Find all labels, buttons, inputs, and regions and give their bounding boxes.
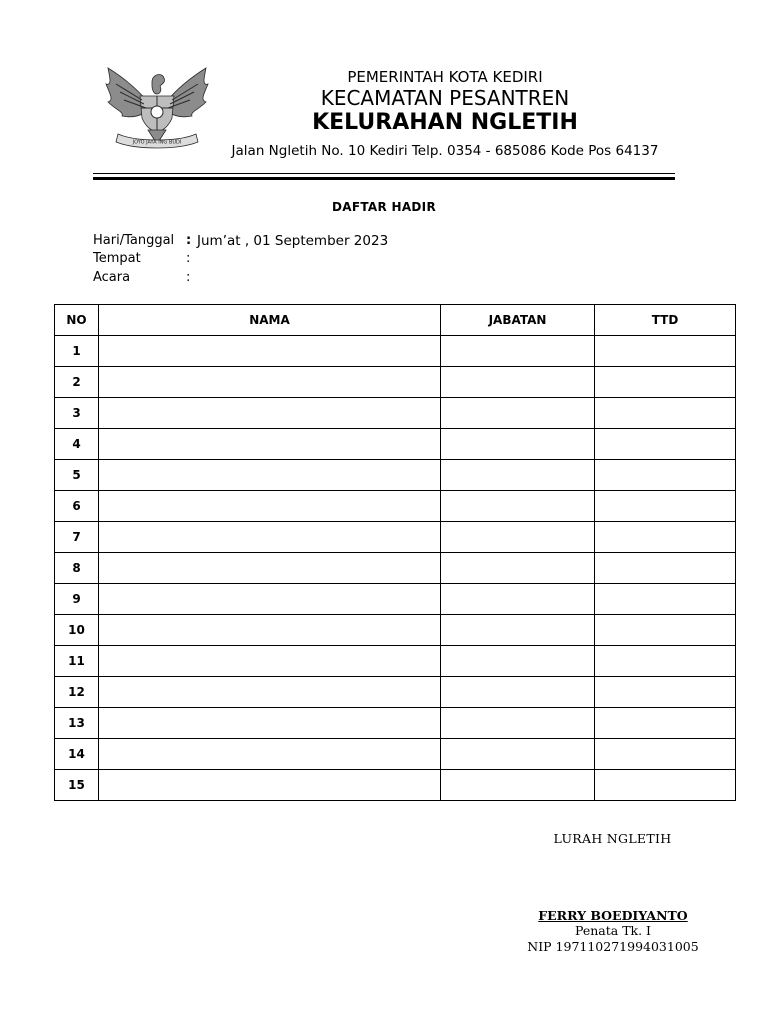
row-ttd-cell [595,770,736,801]
row-number-cell: 3 [55,398,99,429]
table-row [55,553,736,584]
header-village: KELURAHAN NGLETIH [312,110,578,135]
table-header-row [55,305,736,336]
row-jabatan-cell [441,367,595,398]
row-ttd-cell [595,677,736,708]
row-number-cell: 1 [55,336,99,367]
table-row [55,646,736,677]
signature-nip: NIP 197110271994031005 [527,939,699,954]
signature-rank: Penata Tk. I [575,923,651,938]
row-ttd-cell [595,522,736,553]
document-title: DAFTAR HADIR [331,200,436,214]
row-ttd-cell [595,553,736,584]
row-ttd-cell [595,398,736,429]
signature-name: FERRY BOEDIYANTO [538,908,688,923]
table-row [55,367,736,398]
row-nama-cell [99,615,441,646]
date-value: Jum’at , 01 September 2023 [197,233,389,249]
row-ttd-cell [595,491,736,522]
table-row [55,677,736,708]
row-number-cell: 7 [55,522,99,553]
table-row [55,615,736,646]
row-jabatan-cell [441,491,595,522]
row-jabatan-cell [441,770,595,801]
row-jabatan-cell [441,708,595,739]
row-nama-cell [99,367,441,398]
column-header-ttd: TTD [595,305,736,336]
row-nama-cell [99,646,441,677]
row-ttd-cell [595,429,736,460]
row-jabatan-cell [441,677,595,708]
table-row [55,398,736,429]
row-ttd-cell [595,708,736,739]
row-nama-cell [99,429,441,460]
column-header-nama: NAMA [99,305,441,336]
column-header-jabatan: JABATAN [441,305,595,336]
row-nama-cell [99,584,441,615]
row-jabatan-cell [441,522,595,553]
table-row [55,584,736,615]
row-nama-cell [99,491,441,522]
row-nama-cell [99,770,441,801]
row-number-cell: 2 [55,367,99,398]
header-government: PEMERINTAH KOTA KEDIRI [347,68,543,86]
row-number-cell: 5 [55,460,99,491]
row-ttd-cell [595,646,736,677]
row-ttd-cell [595,367,736,398]
attendance-table [54,304,736,801]
row-jabatan-cell [441,429,595,460]
table-row [55,708,736,739]
row-number-cell: 15 [55,770,99,801]
place-label: Tempat [93,251,141,266]
row-ttd-cell [595,615,736,646]
row-jabatan-cell [441,615,595,646]
row-nama-cell [99,677,441,708]
row-number-cell: 8 [55,553,99,584]
signature-title: LURAH NGLETIH [553,831,672,846]
table-row [55,491,736,522]
row-nama-cell [99,708,441,739]
header-address: Jalan Ngletih No. 10 Kediri Telp. 0354 - 685086 Kode Pos 64137 [231,143,659,159]
header-rule-thin [93,173,675,174]
row-ttd-cell [595,739,736,770]
row-nama-cell [99,398,441,429]
row-jabatan-cell [441,398,595,429]
row-nama-cell [99,336,441,367]
date-label: Hari/Tanggal [93,233,175,248]
row-number-cell: 6 [55,491,99,522]
row-jabatan-cell [441,460,595,491]
logo-motto: JOYO JAYA ING BUDI [132,139,182,146]
header-rule-thick [93,177,675,180]
row-number-cell: 4 [55,429,99,460]
event-colon: : [186,270,191,285]
table-row [55,460,736,491]
garuda-emblem-icon [102,60,212,152]
row-nama-cell [99,739,441,770]
row-nama-cell [99,460,441,491]
row-nama-cell [99,522,441,553]
row-nama-cell [99,553,441,584]
row-number-cell: 13 [55,708,99,739]
row-ttd-cell [595,584,736,615]
row-jabatan-cell [441,739,595,770]
row-number-cell: 10 [55,615,99,646]
date-colon: : [186,233,192,248]
header-district: KECAMATAN PESANTREN [320,86,570,110]
row-ttd-cell [595,460,736,491]
place-colon: : [186,251,191,266]
table-row [55,770,736,801]
row-number-cell: 14 [55,739,99,770]
event-label: Acara [93,270,131,285]
row-jabatan-cell [441,553,595,584]
row-number-cell: 11 [55,646,99,677]
row-number-cell: 9 [55,584,99,615]
table-row [55,336,736,367]
table-row [55,522,736,553]
row-number-cell: 12 [55,677,99,708]
row-jabatan-cell [441,336,595,367]
column-header-no: NO [55,305,99,336]
table-row [55,739,736,770]
row-jabatan-cell [441,584,595,615]
row-jabatan-cell [441,646,595,677]
table-row [55,429,736,460]
row-ttd-cell [595,336,736,367]
